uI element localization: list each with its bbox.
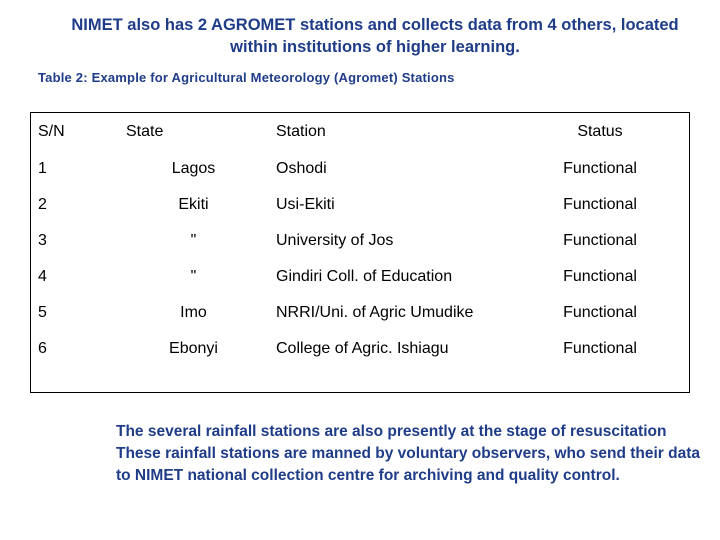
table-row xyxy=(31,223,689,259)
cell-status: Functional xyxy=(563,340,637,357)
cell-station: Oshodi xyxy=(276,160,327,177)
cell-state: Ebonyi xyxy=(169,340,218,357)
table-header-row xyxy=(31,113,689,151)
cell-state: Ekiti xyxy=(178,196,209,213)
cell-status: Functional xyxy=(563,268,637,285)
cell-state: " xyxy=(190,232,197,249)
cell-status: Functional xyxy=(563,304,637,321)
cell-status: Functional xyxy=(563,196,637,213)
cell-sn: 6 xyxy=(38,340,47,357)
cell-state: " xyxy=(190,268,197,285)
heading-line-2: within institutions of higher learning. xyxy=(230,38,520,56)
cell-sn: 4 xyxy=(38,268,47,285)
cell-station: NRRI/Uni. of Agric Umudike xyxy=(276,304,474,321)
table-row xyxy=(31,259,689,295)
footer-paragraph: The several rainfall stations are also presently at the stage of resuscitation These rainfall stations are manned by voluntary observers, who send their data to NIMET national collection centre for archiving and quality control. xyxy=(116,423,701,484)
cell-status: Functional xyxy=(563,232,637,249)
cell-station: Gindiri Coll. of Education xyxy=(276,268,453,285)
table-caption: Table 2: Example for Agricultural Meteorology (Agromet) Stations xyxy=(38,70,455,85)
stations-table xyxy=(31,113,689,367)
header-state: State xyxy=(126,123,164,140)
cell-sn: 1 xyxy=(38,160,47,177)
cell-station: College of Agric. Ishiagu xyxy=(276,340,449,357)
cell-state: Imo xyxy=(180,304,207,321)
table-row xyxy=(31,331,689,367)
header-station: Station xyxy=(276,123,326,140)
heading-line-1: NIMET also has 2 AGROMET stations and collects data from 4 others, located xyxy=(71,16,679,34)
cell-sn: 5 xyxy=(38,304,47,321)
cell-state: Lagos xyxy=(171,160,216,177)
table-row xyxy=(31,187,689,223)
table-row xyxy=(31,151,689,187)
header-sn: S/N xyxy=(38,123,65,140)
header-status: Status xyxy=(577,123,623,140)
table-row xyxy=(31,295,689,331)
stations-table-container xyxy=(30,112,690,393)
cell-sn: 2 xyxy=(38,196,47,213)
page-heading xyxy=(30,14,720,58)
cell-station: University of Jos xyxy=(276,232,394,249)
cell-sn: 3 xyxy=(38,232,47,249)
cell-station: Usi-Ekiti xyxy=(276,196,335,213)
cell-status: Functional xyxy=(563,160,637,177)
